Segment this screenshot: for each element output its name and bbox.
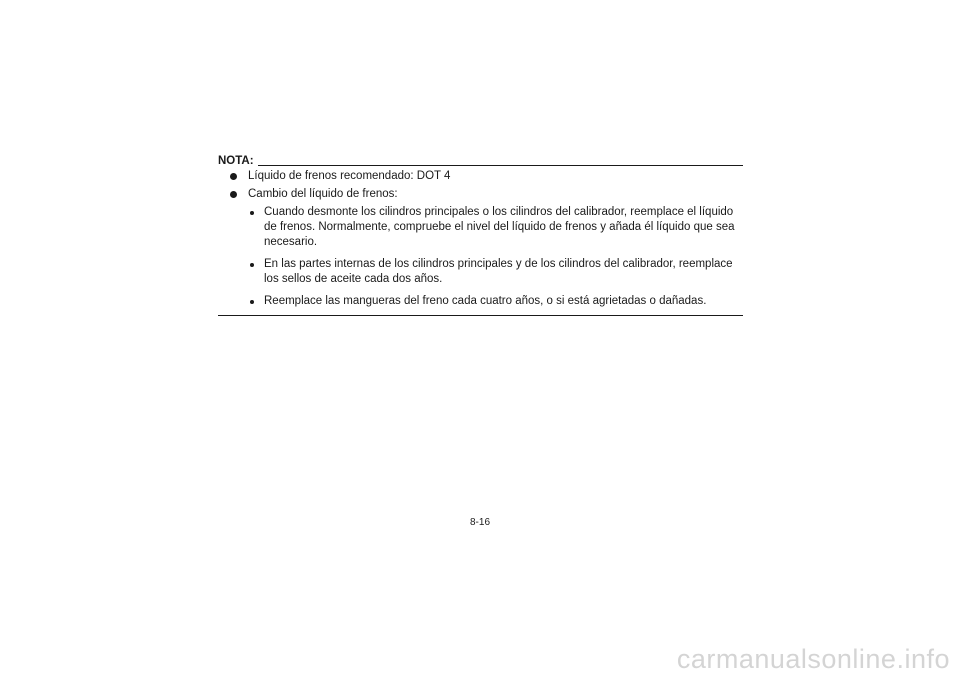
page-number: 8-16 [469,517,490,528]
note-body [218,167,743,316]
sub-list-item [218,257,743,287]
list-item [218,187,743,202]
sub-list-item [218,294,743,309]
small-bullet-icon [250,300,254,304]
note-label: NOTA: [218,155,254,167]
round-bullet-icon [230,173,237,180]
list-item-text: Líquido de frenos recomendado: DOT 4 [248,170,451,182]
small-bullet-icon [250,263,254,267]
note-header [218,153,743,167]
list-item-text: Cambio del líquido de frenos: [248,188,398,200]
sub-list-item-text: Cuando desmonte los cilindros principales o los cilindros del calibrador, reemplace el líquido de frenos. Normalmente, compruebe el nivel del líquido de frenos y añada él líquido que sea necesario. [264,206,735,248]
note-box [218,153,743,316]
sub-list-item-text: Reemplace las mangueras del freno cada cuatro años, o si está agrietadas o dañadas. [264,295,707,307]
list-item [218,169,743,184]
watermark: carmanualsonline.info [676,644,950,674]
sub-list-item [218,205,743,250]
small-bullet-icon [250,211,254,215]
round-bullet-icon [230,191,237,198]
note-top-rule [258,165,743,166]
sub-list-item-text: En las partes internas de los cilindros principales y de los cilindros del calibrador, reemplace los sellos de aceite cada dos años. [264,258,733,285]
